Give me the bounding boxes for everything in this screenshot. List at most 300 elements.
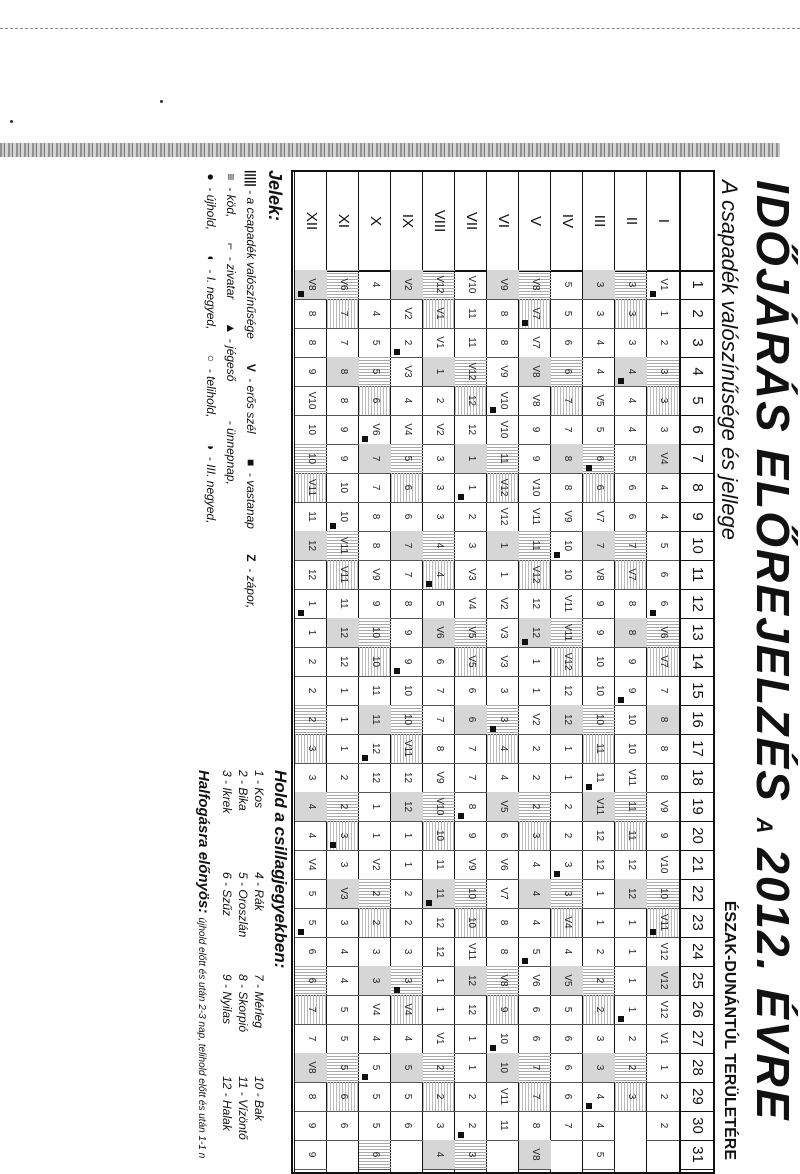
day-cell: V10 (455, 270, 487, 300)
day-header-21: 21 (681, 850, 713, 880)
sunday-marker (490, 726, 496, 732)
day-cell: 5 (583, 415, 615, 445)
day-cell: 3 (583, 270, 615, 300)
day-cell: 9 (295, 1111, 327, 1141)
day-cell: 4 (647, 502, 679, 532)
day-cell: V7 (487, 879, 519, 909)
day-cell: 2 (551, 792, 583, 822)
day-header-16: 16 (681, 705, 713, 735)
sunday-marker (362, 436, 368, 442)
day-cell: V3 (487, 647, 519, 677)
day-cell: V4 (647, 444, 679, 474)
day-cell: V6 (519, 966, 551, 996)
day-cell: 2 (583, 937, 615, 967)
sunday-marker (618, 378, 624, 384)
day-cell: 8 (551, 473, 583, 503)
day-cell: 3 (423, 444, 455, 474)
day-cell: V11 (455, 937, 487, 967)
legend-item (204, 252, 218, 329)
legend-item (244, 361, 258, 434)
day-cell: V8 (295, 1053, 327, 1083)
moon-sign-item: 1 - Kos (252, 770, 266, 809)
day-cell: V12 (647, 966, 679, 996)
day-cell: 10 (615, 734, 647, 764)
day-cell: 7 (295, 995, 327, 1025)
moon-sign-item: 7 - Mérleg (252, 974, 266, 1029)
day-cell: 6 (327, 1082, 359, 1112)
day-cell: V9 (359, 560, 391, 590)
day-cell: 9 (519, 444, 551, 474)
day-cell: 10 (295, 444, 327, 474)
day-cell: V7 (519, 299, 551, 329)
legend (125, 170, 285, 730)
day-cell: 8 (295, 1082, 327, 1112)
day-cell: 12 (455, 966, 487, 996)
day-cell: 6 (583, 444, 615, 474)
month-row (326, 172, 359, 1172)
legend-item (224, 239, 238, 299)
day-cell: 9 (583, 618, 615, 648)
day-cell: V6 (359, 415, 391, 445)
day-cell: 8 (615, 618, 647, 648)
day-cell: 2 (423, 386, 455, 416)
day-cell: 7 (295, 1024, 327, 1054)
day-cell: V11 (327, 531, 359, 561)
day-header-12: 12 (681, 589, 713, 619)
grid-corner (681, 172, 713, 272)
day-header-28: 28 (681, 1053, 713, 1083)
day-cell: 8 (647, 734, 679, 764)
day-cell: 5 (359, 357, 391, 387)
moon-sign-item: 10 - Bak (252, 1076, 266, 1121)
scan-speck (160, 100, 163, 103)
day-cell: 3 (647, 386, 679, 416)
day-cell: 4 (519, 850, 551, 880)
day-cell: 9 (391, 647, 423, 677)
legend-symbol-icon: ≡ (224, 173, 238, 181)
day-cell: 8 (423, 734, 455, 764)
sunday-marker (458, 813, 464, 819)
day-cell: 1 (327, 734, 359, 764)
day-cell: 3 (647, 415, 679, 445)
day-cell: 12 (551, 705, 583, 735)
sunday-marker (650, 929, 656, 935)
day-cell: V9 (487, 270, 519, 300)
day-cell: 9 (391, 618, 423, 648)
moon-sign-item: 3 - Ikrek (220, 770, 234, 814)
day-cell: V8 (519, 270, 551, 300)
day-cell: 6 (647, 560, 679, 590)
month-label: VIII (423, 172, 455, 272)
sunday-marker (554, 552, 560, 558)
day-cell: V12 (487, 502, 519, 532)
month-label: II (615, 172, 647, 272)
day-cell: 6 (423, 647, 455, 677)
day-cell: 11 (423, 879, 455, 909)
day-cell: 2 (295, 676, 327, 706)
day-cell: 5 (647, 531, 679, 561)
legend-symbol-icon: ■ (244, 458, 258, 467)
day-cell: 6 (551, 1024, 583, 1054)
day-cell: V12 (519, 560, 551, 590)
day-cell: 12 (583, 850, 615, 880)
day-cell: 4 (551, 937, 583, 967)
day-cell: V8 (487, 966, 519, 996)
legend-text: - I. negyed, (204, 266, 218, 330)
day-cell: 11 (583, 763, 615, 793)
day-cell: 9 (455, 821, 487, 851)
region-label: ÉSZAK-DUNÁNTÚL TERÜLETÉRE (721, 900, 738, 1160)
day-cell: 12 (295, 560, 327, 590)
day-cell: 12 (327, 618, 359, 648)
day-cell: 2 (583, 995, 615, 1025)
day-cell: 4 (359, 299, 391, 329)
day-cell: 2 (455, 1082, 487, 1112)
day-cell: V1 (423, 1024, 455, 1054)
day-cell: 4 (583, 1111, 615, 1141)
day-cell: 5 (423, 589, 455, 619)
day-cell: V11 (519, 502, 551, 532)
day-cell: 7 (551, 415, 583, 445)
day-cell: 12 (359, 763, 391, 793)
sunday-marker (362, 1074, 368, 1080)
day-cell: 10 (295, 415, 327, 445)
day-cell: 1 (583, 879, 615, 909)
day-cell: V10 (519, 473, 551, 503)
day-cell: 1 (519, 676, 551, 706)
day-cell: 8 (487, 328, 519, 358)
day-cell: V9 (647, 792, 679, 822)
day-cell: 10 (327, 473, 359, 503)
month-label: XII (295, 172, 327, 272)
legend-symbol-icon: ||||| (244, 170, 258, 187)
scan-artifact-line (0, 28, 800, 30)
day-cell: V4 (551, 908, 583, 938)
title-main: IDŐJÁRÁS ELŐREJELZÉS (747, 180, 799, 803)
day-header-8: 8 (681, 473, 713, 503)
month-row (454, 172, 487, 1172)
forecast-grid (291, 170, 715, 1174)
day-cell: 7 (359, 473, 391, 503)
month-row (358, 172, 391, 1172)
day-cell: V6 (487, 850, 519, 880)
legend-item (244, 551, 258, 608)
day-cell: 1 (455, 444, 487, 474)
day-cell: 1 (423, 995, 455, 1025)
day-cell: 9 (583, 589, 615, 619)
day-header-15: 15 (681, 676, 713, 706)
moon-sign-item: 12 - Halak (220, 1076, 234, 1131)
day-cell: 1 (423, 966, 455, 996)
sunday-marker (394, 987, 400, 993)
day-cell: 2 (359, 908, 391, 938)
month-row (422, 172, 455, 1172)
sunday-marker (362, 755, 368, 761)
day-cell: V9 (551, 502, 583, 532)
day-cell: 2 (455, 502, 487, 532)
day-header-31: 31 (681, 1140, 713, 1170)
day-header-24: 24 (681, 937, 713, 967)
day-cell: 10 (647, 879, 679, 909)
day-cell: V2 (487, 589, 519, 619)
day-cell: 4 (295, 792, 327, 822)
day-cell: 5 (295, 908, 327, 938)
month-label: X (359, 172, 391, 272)
day-cell: 4 (615, 415, 647, 445)
sunday-marker (426, 581, 432, 587)
day-cell: V4 (455, 589, 487, 619)
day-cell: 1 (551, 734, 583, 764)
day-cell: 4 (423, 1140, 455, 1170)
moon-sign-item: 11 - Vízöntő (236, 1076, 250, 1140)
day-cell: V1 (423, 299, 455, 329)
day-cell: 2 (647, 328, 679, 358)
day-cell: 7 (551, 386, 583, 416)
day-cell: 10 (551, 531, 583, 561)
day-cell: V1 (423, 328, 455, 358)
legend-row (244, 170, 258, 730)
month-row (518, 172, 551, 1172)
day-cell: 6 (615, 473, 647, 503)
day-cell: 12 (295, 531, 327, 561)
sunday-marker (522, 639, 528, 645)
day-cell: 6 (519, 1024, 551, 1054)
day-cell: 7 (391, 560, 423, 590)
day-cell: 10 (551, 560, 583, 590)
day-cell: 9 (295, 357, 327, 387)
moon-signs-panel (195, 770, 290, 1170)
day-header-30: 30 (681, 1111, 713, 1141)
day-cell: 3 (391, 937, 423, 967)
day-cell: 5 (519, 937, 551, 967)
moon-heading: Hold a csillagjegyekben: (271, 770, 290, 969)
day-cell: 11 (295, 502, 327, 532)
sunday-marker (298, 929, 304, 935)
day-cell: 11 (615, 821, 647, 851)
day-cell: 3 (327, 908, 359, 938)
legend-text: - zivatar (224, 253, 238, 300)
day-cell: 4 (647, 473, 679, 503)
day-cell: V10 (295, 386, 327, 416)
day-cell: 9 (327, 415, 359, 445)
day-cell: V10 (487, 386, 519, 416)
legend-symbol-icon: ● (204, 173, 218, 181)
month-label: IV (551, 172, 583, 272)
day-cell: 2 (391, 328, 423, 358)
month-row (646, 172, 679, 1172)
sunday-marker (458, 1132, 464, 1138)
legend-symbol-icon: ◐ (204, 255, 218, 263)
day-cell: 2 (359, 879, 391, 909)
day-cell: 1 (423, 357, 455, 387)
day-cell: 3 (647, 357, 679, 387)
day-cell: 2 (295, 705, 327, 735)
fishing-text: újhold előtt és után 2-3 nap, telihold előtt és után 1-1 n (196, 917, 207, 1159)
day-cell: 1 (615, 908, 647, 938)
day-cell: V12 (647, 937, 679, 967)
sunday-marker (490, 407, 496, 413)
legend-text: - köd, (224, 184, 238, 218)
legend-text: - jégeső (224, 335, 238, 382)
legend-item (224, 321, 238, 381)
day-cell: 1 (487, 531, 519, 561)
day-cell: V5 (583, 386, 615, 416)
day-cell: 3 (583, 1024, 615, 1054)
day-cell: V11 (295, 473, 327, 503)
day-cell: 6 (551, 1053, 583, 1083)
day-cell: 9 (359, 589, 391, 619)
day-cell: 12 (583, 821, 615, 851)
day-cell: 8 (487, 937, 519, 967)
day-cell: 4 (615, 357, 647, 387)
day-cell: 9 (615, 647, 647, 677)
month-row (390, 172, 423, 1172)
day-cell: V11 (487, 1082, 519, 1112)
day-cell: 10 (359, 618, 391, 648)
day-cell: 2 (551, 821, 583, 851)
day-cell: 6 (551, 357, 583, 387)
day-cell: V1 (647, 270, 679, 300)
day-cell: 7 (423, 705, 455, 735)
day-cell: 10 (455, 879, 487, 909)
day-cell: 4 (423, 560, 455, 590)
day-header-14: 14 (681, 647, 713, 677)
day-cell: 3 (615, 328, 647, 358)
day-cell: 2 (519, 792, 551, 822)
legend-item (224, 403, 238, 484)
day-cell: 9 (519, 415, 551, 445)
day-cell: 3 (359, 966, 391, 996)
day-cell: 3 (551, 879, 583, 909)
day-cell: 5 (295, 879, 327, 909)
day-cell: 7 (583, 531, 615, 561)
day-cell: 2 (519, 763, 551, 793)
day-cell: 5 (359, 1111, 391, 1141)
day-cell: 3 (615, 270, 647, 300)
sunday-marker (458, 494, 464, 500)
scan-artifact-band (0, 143, 780, 157)
day-cell: 4 (487, 763, 519, 793)
day-cell: 11 (359, 676, 391, 706)
day-cell: 4 (487, 734, 519, 764)
day-header-11: 11 (681, 560, 713, 590)
day-cell: 1 (615, 937, 647, 967)
sunday-marker (522, 320, 528, 326)
day-cell: 5 (391, 444, 423, 474)
day-cell: 5 (583, 1140, 615, 1170)
day-cell: 3 (583, 299, 615, 329)
day-cell: 10 (583, 676, 615, 706)
day-cell: 11 (615, 792, 647, 822)
day-cell: V9 (423, 763, 455, 793)
day-cell: V11 (615, 763, 647, 793)
forecast-sheet (120, 170, 800, 1170)
legend-symbol-icon: ○ (204, 354, 218, 363)
day-cell: 7 (327, 328, 359, 358)
day-cell: 1 (519, 647, 551, 677)
legend-symbol-icon: ◑ (204, 442, 218, 451)
day-cell: V3 (487, 618, 519, 648)
day-header-2: 2 (681, 299, 713, 329)
day-header-9: 9 (681, 502, 713, 532)
day-cell: 8 (327, 357, 359, 387)
legend-heading: Jelek: (265, 170, 285, 222)
day-header-20: 20 (681, 821, 713, 851)
subtitle: A csapadék valószínűsége és jellege (717, 180, 742, 540)
day-cell: 7 (391, 531, 423, 561)
month-label: IX (391, 172, 423, 272)
day-cell: 4 (615, 386, 647, 416)
day-cell: V4 (359, 995, 391, 1025)
sunday-marker (330, 523, 336, 529)
day-cell: 4 (583, 357, 615, 387)
day-cell: 4 (327, 966, 359, 996)
day-cell: 11 (359, 705, 391, 735)
day-cell: V4 (391, 415, 423, 445)
day-cell: 10 (583, 705, 615, 735)
day-cell: 5 (327, 995, 359, 1025)
day-cell: 6 (359, 386, 391, 416)
page-title (740, 180, 800, 1160)
day-cell: 10 (455, 908, 487, 938)
day-cell: 10 (615, 705, 647, 735)
day-cell: V12 (647, 995, 679, 1025)
month-label: V (519, 172, 551, 272)
day-cell: 1 (327, 676, 359, 706)
day-cell: V12 (455, 357, 487, 387)
day-cell: 12 (615, 850, 647, 880)
scan-speck (10, 120, 13, 123)
day-cell: 3 (295, 763, 327, 793)
day-header-3: 3 (681, 328, 713, 358)
day-cell: 2 (583, 966, 615, 996)
day-cell: 1 (615, 966, 647, 996)
day-cell: 1 (455, 1024, 487, 1054)
day-cell: 6 (359, 1140, 391, 1170)
day-cell: 12 (455, 386, 487, 416)
day-cell: V9 (487, 357, 519, 387)
legend-text: - zápor, (244, 564, 258, 609)
day-cell: V10 (647, 850, 679, 880)
sunday-marker (394, 349, 400, 355)
day-cell: 4 (359, 270, 391, 300)
day-header-13: 13 (681, 618, 713, 648)
day-cell: 8 (391, 589, 423, 619)
day-cell: V1 (647, 1024, 679, 1054)
day-cell: 9 (295, 1140, 327, 1170)
day-cell: 10 (423, 821, 455, 851)
day-cell: V11 (391, 734, 423, 764)
day-cell: 9 (615, 676, 647, 706)
day-cell: 3 (423, 473, 455, 503)
moon-sign-item: 8 - Skorpió (236, 974, 250, 1033)
day-cell: 8 (295, 299, 327, 329)
legend-item (204, 439, 218, 523)
day-cell: 10 (487, 1053, 519, 1083)
day-cell: 6 (455, 705, 487, 735)
day-cell: 5 (551, 270, 583, 300)
day-cell: 5 (391, 1053, 423, 1083)
day-cell: 11 (487, 444, 519, 474)
legend-symbol-icon: Z (244, 554, 258, 562)
legend-text: - erős szél (244, 374, 258, 434)
day-cell: 8 (487, 299, 519, 329)
day-cell: 3 (423, 1111, 455, 1141)
month-label: VII (455, 172, 487, 272)
day-cell: 2 (647, 1082, 679, 1112)
day-cell: 2 (615, 1053, 647, 1083)
day-cell: 5 (391, 1082, 423, 1112)
